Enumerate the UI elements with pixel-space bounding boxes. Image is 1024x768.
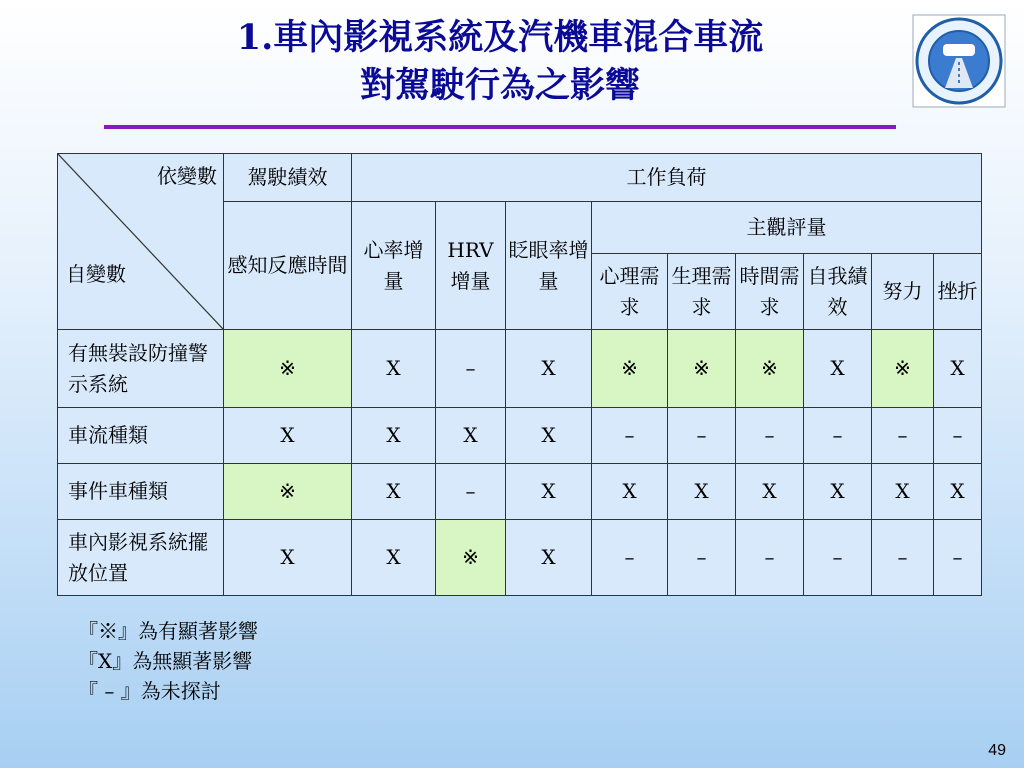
row-label: 車流種類: [58, 408, 224, 464]
table-cell: –: [934, 408, 982, 464]
table-cell: X: [668, 464, 736, 520]
table-cell: X: [352, 330, 436, 408]
table-cell: –: [804, 520, 872, 596]
header-hrv: HRV增量: [436, 202, 506, 330]
header-frustration: 挫折: [934, 254, 982, 330]
row-label: 車內影視系統擺放位置: [58, 520, 224, 596]
table-cell: –: [872, 408, 934, 464]
table-cell: X: [934, 330, 982, 408]
table-cell: ※: [872, 330, 934, 408]
table-cell: X: [872, 464, 934, 520]
corner-header: [58, 154, 224, 330]
table-cell: ※: [592, 330, 668, 408]
table-cell: X: [224, 520, 352, 596]
header-subjective-rating: 主觀評量: [592, 202, 982, 254]
table-cell: ※: [436, 520, 506, 596]
header-effort: 努力: [872, 254, 934, 330]
dependent-variable-label: 依變數: [157, 164, 217, 188]
table-cell: ※: [668, 330, 736, 408]
title-line-2: 對駕駛行為之影響: [359, 65, 640, 106]
row-label: 事件車種類: [58, 464, 224, 520]
table-cell: X: [804, 330, 872, 408]
table-cell: –: [436, 464, 506, 520]
header-heart-rate: 心率增量: [352, 202, 436, 330]
header-performance: 自我績效: [804, 254, 872, 330]
table-row: [58, 408, 982, 464]
title-line-1: 1.車內影視系統及汽機車混合車流: [236, 17, 764, 58]
table-cell: X: [352, 408, 436, 464]
table-cell: –: [668, 408, 736, 464]
table-cell: ※: [224, 330, 352, 408]
header-temporal-demand: 時間需求: [736, 254, 804, 330]
table-cell: –: [736, 408, 804, 464]
table-row: [58, 520, 982, 596]
institute-logo: [912, 14, 1006, 108]
table-cell: ※: [736, 330, 804, 408]
table-row: [58, 330, 982, 408]
table-cell: –: [592, 520, 668, 596]
table-cell: –: [872, 520, 934, 596]
table-cell: X: [352, 520, 436, 596]
header-driving-performance: 駕駛績效: [224, 154, 352, 202]
table-cell: X: [592, 464, 668, 520]
table-cell: X: [506, 408, 592, 464]
table-cell: –: [934, 520, 982, 596]
legend: [78, 616, 258, 706]
legend-not-significant: 『X』為無顯著影響: [78, 649, 253, 673]
legend-not-explored: 『 – 』為未探討: [78, 679, 221, 703]
results-table: [57, 153, 982, 596]
table-row: [58, 464, 982, 520]
table-cell: –: [736, 520, 804, 596]
row-label: 有無裝設防撞警示系統: [58, 330, 224, 408]
table-cell: –: [592, 408, 668, 464]
table-cell: X: [804, 464, 872, 520]
header-workload: 工作負荷: [352, 154, 982, 202]
title-divider: [104, 125, 896, 129]
table-cell: X: [224, 408, 352, 464]
table-cell: X: [352, 464, 436, 520]
header-mental-demand: 心理需求: [592, 254, 668, 330]
table-cell: ※: [224, 464, 352, 520]
legend-significant: 『※』為有顯著影響: [78, 619, 258, 643]
header-reaction-time: 感知反應時間: [224, 202, 352, 330]
header-blink-rate: 眨眼率增量: [506, 202, 592, 330]
table-cell: –: [436, 330, 506, 408]
table-cell: X: [506, 464, 592, 520]
table-cell: X: [506, 520, 592, 596]
page-number: 49: [988, 742, 1006, 759]
slide-title: [100, 14, 900, 110]
table-cell: X: [506, 330, 592, 408]
table-cell: X: [934, 464, 982, 520]
table-cell: X: [736, 464, 804, 520]
header-physical-demand: 生理需求: [668, 254, 736, 330]
independent-variable-label: 自變數: [66, 262, 126, 286]
table-cell: X: [436, 408, 506, 464]
table-cell: –: [804, 408, 872, 464]
table-cell: –: [668, 520, 736, 596]
